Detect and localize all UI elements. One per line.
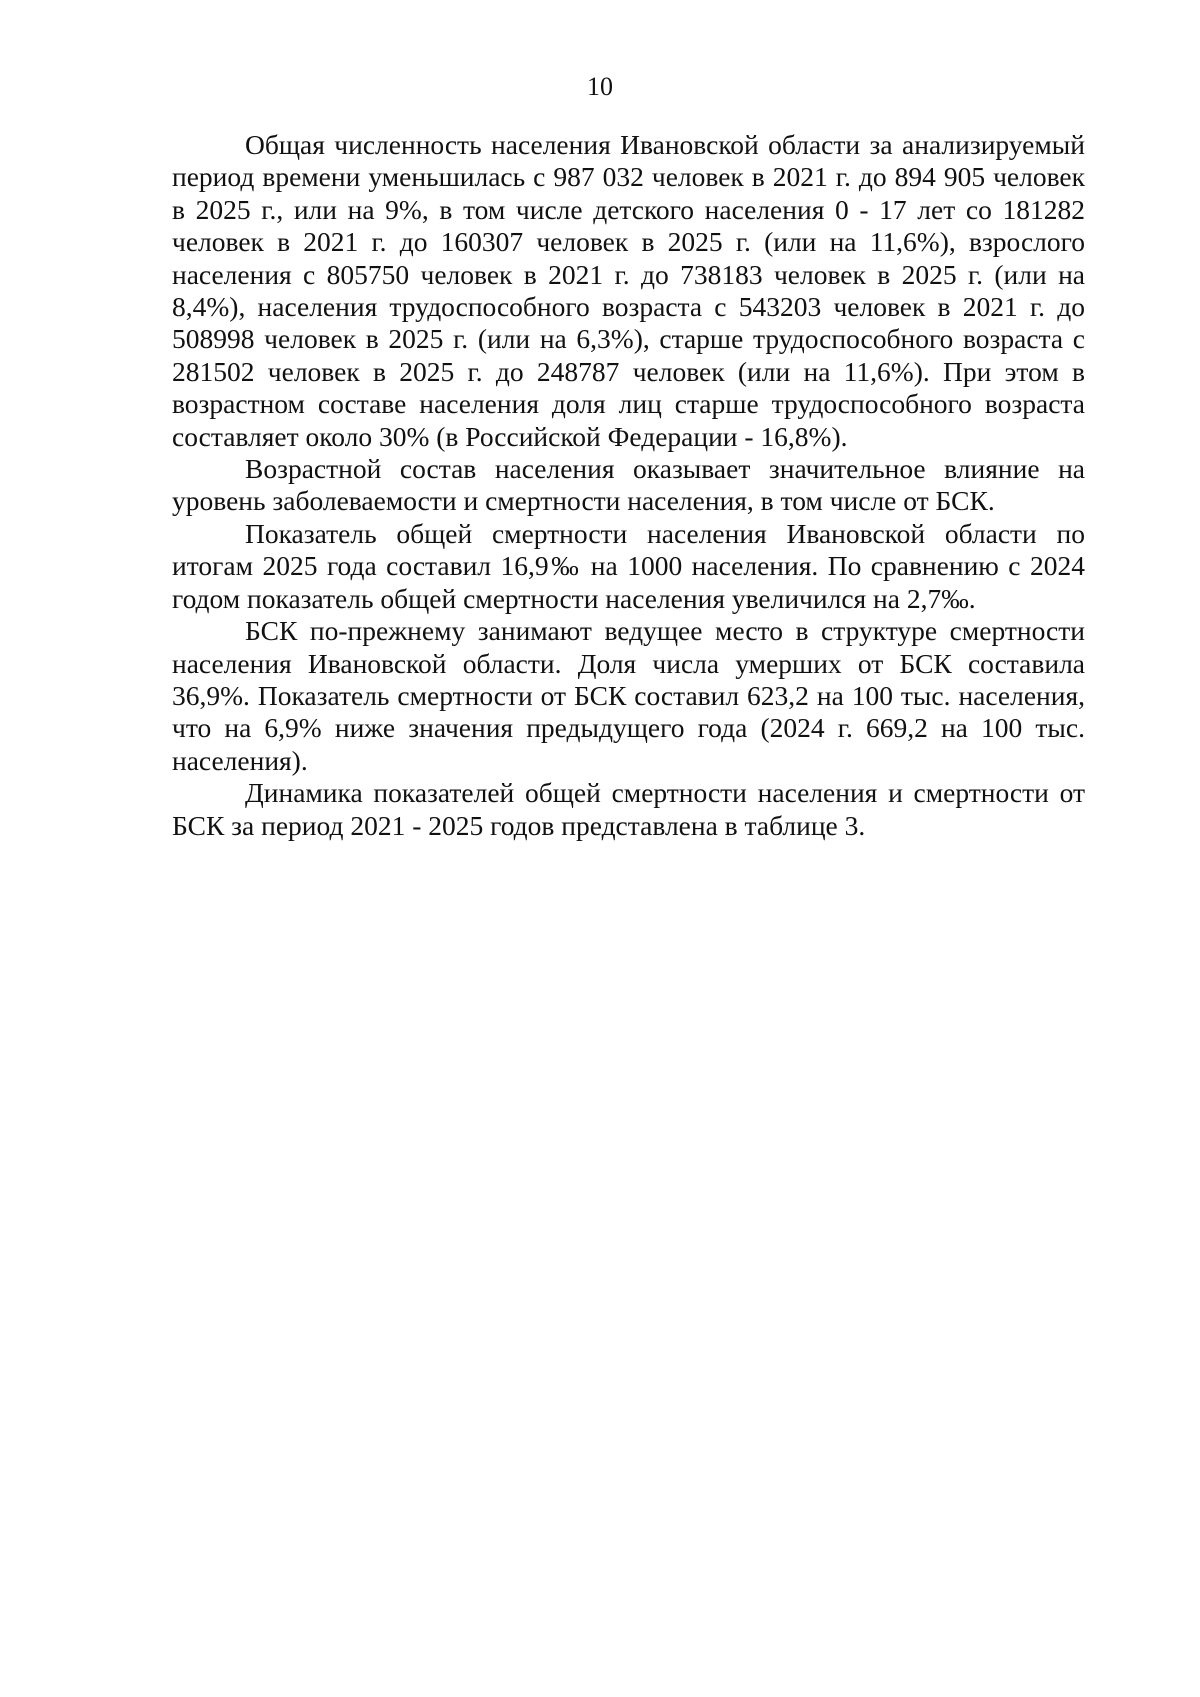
paragraph-bsk-mortality: БСК по-прежнему занимают ведущее место в структуре смертности населения Ивановской области. Доля числа умерших от БСК составила 36,9%. Показатель смертности от БСК составил 623,2 на 100 тыс. населения, что на 6,9% ниже значения предыдущего года (2024 г. 669,2 на 100 тыс. населения). (172, 615, 1085, 776)
paragraph-population: Общая численность населения Ивановской области за анализируемый период времени уменьшилась с 987 032 человек в 2021 г. до 894 905 человек в 2025 г., или на 9%, в том числе детского населения 0 - 17 лет со 181282 человек в 2021 г. до 160307 человек в 2025 г. (или на 11,6%), взрослого населения с 805750 человек в 2021 г. до 738183 человек в 2025 г. (или на 8,4%), населения трудоспособного возраста с 543203 человек в 2021 г. до 508998 человек в 2025 г. (или на 6,3%), старше трудоспособного возраста с 281502 человек в 2025 г. до 248787 человек (или на 11,6%). При этом в возрастном составе населения доля лиц старше трудоспособного возраста составляет около 30% (в Российской Федерации - 16,8%). (172, 129, 1085, 452)
page-number: 10 (587, 72, 613, 101)
paragraph-table-reference: Динамика показателей общей смертности населения и смертности от БСК за период 2021 - 2025 годов представлена в таблице 3. (172, 777, 1085, 841)
body-text (172, 129, 1085, 842)
paragraph-age-structure: Возрастной состав населения оказывает значительное влияние на уровень заболеваемости и смертности населения, в том числе от БСК. (172, 453, 1085, 517)
paragraph-total-mortality: Показатель общей смертности населения Ивановской области по итогам 2025 года составил 16,9‰ на 1000 населения. По сравнению с 2024 годом показатель общей смертности населения увеличился на 2,7‰. (172, 517, 1085, 614)
